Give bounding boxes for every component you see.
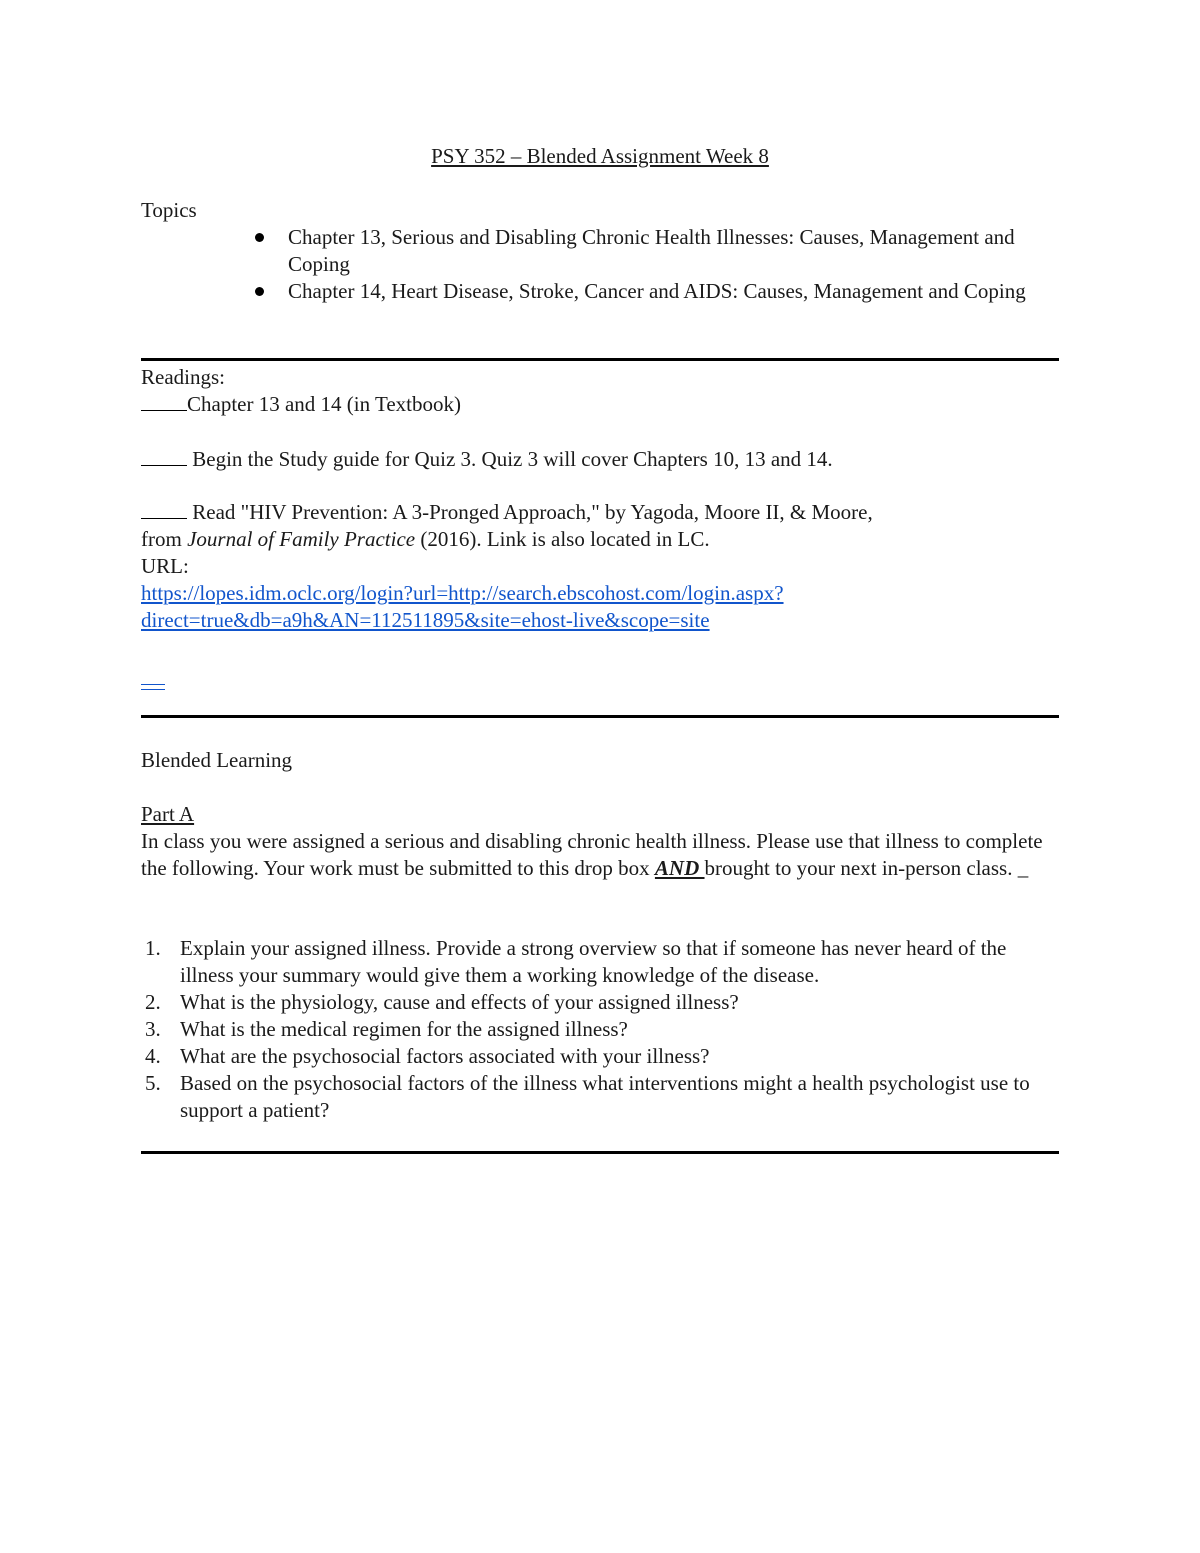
question-number: 4. [145, 1044, 161, 1068]
article-link[interactable]: https://lopes.idm.oclc.org/login?url=http://search.ebscohost.com/login.aspx? [141, 581, 784, 605]
question-number: 1. [145, 936, 161, 960]
checkbox-blank [141, 500, 187, 519]
document-page [141, 0, 1059, 1553]
topics-heading: Topics [141, 198, 197, 222]
topic-item [141, 224, 1059, 278]
emphasis-and: AND [654, 856, 705, 880]
checkbox-blank [141, 447, 187, 466]
topic-item [141, 278, 1059, 305]
link-dash[interactable] [141, 684, 165, 690]
section-divider [141, 358, 1059, 361]
question-item [141, 1070, 1059, 1124]
topic-text: Chapter 13, Serious and Disabling Chronic Health Illnesses: Causes, Management and Coping [288, 225, 1015, 276]
reading-item [141, 391, 1059, 418]
question-number: 3. [145, 1017, 161, 1041]
question-item [141, 989, 1059, 1016]
hiv-reading-line [141, 499, 1059, 526]
url-label: URL: [141, 554, 189, 578]
journal-note: (2016). Link is also located in LC. [415, 527, 710, 551]
bullet-icon [255, 233, 264, 242]
question-item [141, 1043, 1059, 1070]
question-item [141, 1016, 1059, 1043]
topic-text: Chapter 14, Heart Disease, Stroke, Cancer and AIDS: Causes, Management and Coping [288, 279, 1026, 303]
questions-list [141, 935, 1059, 1124]
question-text: What is the physiology, cause and effects of your assigned illness? [180, 990, 739, 1014]
hiv-reading-title: Read "HIV Prevention: A 3-Pronged Approach," by Yagoda, Moore II, & Moore, [187, 500, 873, 524]
part-a-heading: Part A [141, 802, 195, 826]
readings-heading: Readings: [141, 365, 225, 389]
part-a-instructions [141, 828, 1059, 882]
section-divider [141, 1151, 1059, 1154]
instructions-text-end: brought to your next in-person class. _ [704, 856, 1029, 880]
reading-item [141, 446, 1059, 473]
section-divider [141, 715, 1059, 718]
question-item [141, 935, 1059, 989]
link-separator [141, 672, 1059, 699]
instructions-text: In class you were assigned a serious and disabling chronic health illness. Please use that illness to complete the following. Your work must be submitted to this drop box [141, 829, 1043, 880]
question-number: 2. [145, 990, 161, 1014]
from-text: from [141, 527, 188, 551]
reading-text: Chapter 13 and 14 (in Textbook) [187, 392, 462, 416]
bullet-icon [255, 287, 264, 296]
document-title: PSY 352 – Blended Assignment Week 8 [431, 144, 769, 168]
question-text: Based on the psychosocial factors of the illness what interventions might a health psychologist use to support a patient? [180, 1071, 1030, 1122]
article-link-continued[interactable]: direct=true&db=a9h&AN=112511895&site=ehost-live&scope=site [141, 608, 710, 632]
reading-text: Begin the Study guide for Quiz 3. Quiz 3 will cover Chapters 10, 13 and 14. [187, 447, 833, 471]
topics-list [141, 224, 1059, 305]
journal-name: Journal of Family Practice [187, 527, 416, 551]
question-text: What are the psychosocial factors associated with your illness? [180, 1044, 710, 1068]
checkbox-blank [141, 392, 187, 411]
reading-item-hiv [141, 499, 1059, 634]
question-text: What is the medical regimen for the assigned illness? [180, 1017, 628, 1041]
hiv-reading-source [141, 526, 1059, 553]
question-number: 5. [145, 1071, 161, 1095]
question-text: Explain your assigned illness. Provide a strong overview so that if someone has never heard of the illness your summary would give them a working knowledge of the disease. [180, 936, 1007, 987]
blended-learning-heading: Blended Learning [141, 748, 293, 772]
